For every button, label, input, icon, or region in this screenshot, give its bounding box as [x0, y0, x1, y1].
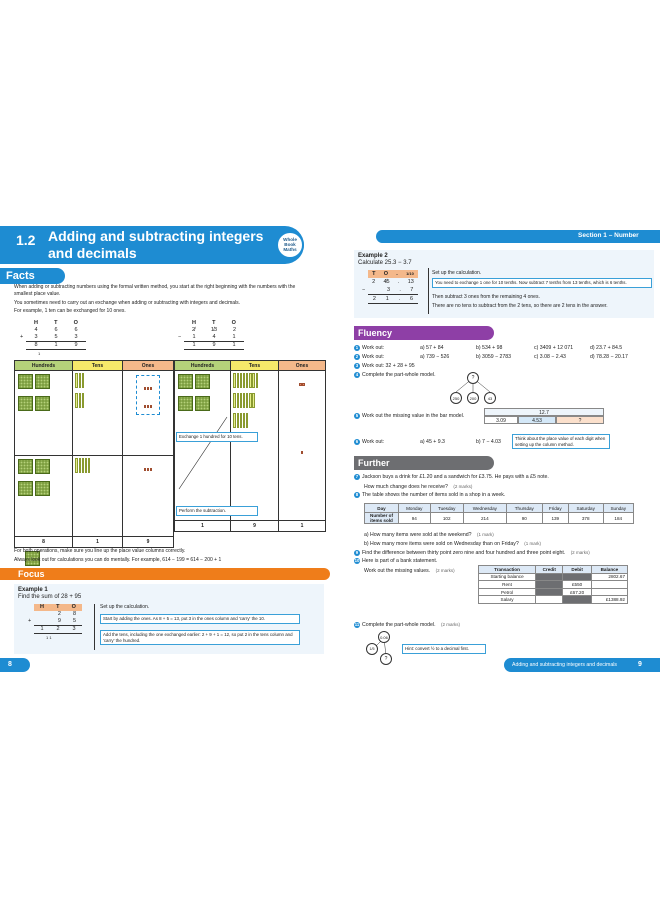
digit: [40, 611, 46, 618]
col-o: O: [73, 320, 78, 326]
day-cell: Monday: [399, 504, 431, 513]
q8-number: 8: [355, 491, 359, 497]
digit: 3: [34, 334, 38, 340]
question-6: [354, 438, 384, 447]
digit: [373, 286, 378, 294]
fluency-heading: Fluency: [358, 328, 393, 338]
q10-number: 10: [354, 557, 360, 563]
col-o: O: [71, 604, 76, 610]
digit: 2: [56, 626, 60, 632]
col-t: T: [54, 320, 58, 326]
addition-blocks-table: [14, 360, 174, 548]
bar-model-cell: 3.09: [484, 416, 518, 424]
digit: 4: [212, 334, 216, 340]
q9-number: 9: [355, 549, 359, 555]
digit: 7: [410, 287, 414, 293]
digit: 1: [192, 342, 196, 348]
day-cell: Friday: [542, 504, 568, 513]
q8b-text: b) How many more items were sold on Wednesday than on Friday?: [364, 541, 519, 547]
q11-marks: (2 marks): [440, 622, 460, 627]
q8a-marks: (1 mark): [477, 532, 494, 537]
q10-marks: (2 marks): [435, 568, 455, 573]
q6b: b) 7 − 4.03: [476, 439, 501, 445]
footer-title: Adding and subtracting integers and decimals: [512, 662, 617, 668]
bank-cell: Rent: [479, 581, 536, 589]
bank-cell: Petrol: [479, 588, 536, 596]
left-page: [8, 220, 331, 680]
digit: 1: [54, 342, 58, 348]
q11-part: ?: [380, 653, 392, 665]
q11-part-fraction: 1/5: [366, 643, 378, 655]
header-ones: Ones: [279, 361, 326, 371]
focus-bar: [0, 568, 330, 580]
part-whole-part: 200: [467, 392, 479, 404]
digit: 3: [72, 626, 76, 632]
sold-cell: 214: [463, 513, 506, 524]
digit: 4̸5: [383, 279, 390, 285]
example-1-note-1: Start by adding the ones. As 8 + 5 = 13, put 3 in the ones column and 'carry' the 10.: [100, 614, 300, 624]
q3-number: 3: [355, 362, 359, 368]
q6-number: 6: [355, 438, 359, 444]
focus-heading: Focus: [18, 569, 45, 579]
bar-model-cell: 4.53: [518, 416, 556, 424]
digit: 6: [74, 327, 78, 333]
q10-text-line-2: Work out the missing values.: [364, 568, 431, 574]
day-cell: Saturday: [568, 504, 603, 513]
part-whole-whole: ?: [467, 372, 479, 384]
minus-sign: −: [178, 334, 182, 340]
example-2-box: [354, 250, 654, 318]
question-3: [354, 362, 415, 371]
q4-text: Complete the part-whole model.: [362, 372, 436, 378]
digit: 9: [57, 618, 61, 624]
q5-number: 5: [355, 412, 359, 418]
question-5: [354, 412, 464, 421]
bank-head: Credit: [536, 566, 563, 574]
bank-cell: 2802.67: [591, 573, 627, 581]
example-2-title: Example 2: [358, 253, 388, 259]
q7-number: 7: [355, 473, 359, 479]
page-title: Adding and subtracting integers and decimals: [48, 228, 264, 261]
brand-badge: [276, 231, 304, 259]
facts-paragraph-1: When adding or subtracting numbers using the formal written method, you start at the right beginning with the numbers with the smallest place value.: [14, 284, 296, 297]
example-2-step-3: There are no tens to subtract from the 2 tens, so there are 2 tens in the answer.: [432, 303, 608, 309]
bank-cell: [536, 596, 563, 604]
digit: 5: [72, 618, 76, 624]
sold-cell: 90: [506, 513, 542, 524]
note-perform: Perform the subtraction.: [176, 506, 258, 516]
col-o: O: [383, 271, 389, 277]
digit: 1̸3: [210, 327, 218, 333]
question-10: [354, 557, 437, 566]
day-cell: Sunday: [603, 504, 634, 513]
part-whole-part: 43: [484, 392, 496, 404]
q9-marks: (2 marks): [570, 550, 590, 555]
q11-whole: 0.06: [378, 631, 390, 643]
sold-header: Number of items sold: [365, 513, 399, 524]
digit: 6: [410, 296, 414, 302]
digit: 4: [34, 327, 38, 333]
digit: 1: [232, 342, 236, 348]
q6-text: Work out:: [362, 439, 385, 445]
col-t: T: [372, 271, 376, 277]
question-2: [354, 353, 384, 362]
left-footer-bar: [0, 658, 30, 672]
q2-text: Work out:: [362, 354, 385, 360]
q5-text: Work out the missing value in the bar model.: [362, 413, 465, 419]
sold-cell: 139: [542, 513, 568, 524]
minus-sign: −: [362, 287, 366, 293]
example-2-step-1: Set up the calculation.: [432, 270, 482, 276]
sold-cell: 378: [568, 513, 603, 524]
bank-cell: £67.20: [563, 588, 591, 596]
bank-cell-shaded: [563, 573, 591, 581]
part-whole-part: 250: [450, 392, 462, 404]
bank-cell: Salary: [479, 596, 536, 604]
q6-hint: Think about the place value of each digit when setting up the column method.: [512, 434, 610, 449]
digit: 2: [57, 611, 61, 617]
question-1: [354, 344, 384, 353]
digit: 1: [385, 296, 389, 302]
digit: .: [398, 296, 401, 302]
facts-paragraph-3: For example, 1 ten can be exchanged for 10 ones.: [14, 308, 126, 314]
q3-text: Work out: 32 + 28 + 95: [362, 363, 415, 369]
example-1-step-1: Set up the calculation.: [100, 604, 150, 610]
question-11: [354, 620, 460, 630]
header-hundreds: Hundreds: [175, 361, 231, 371]
digit: 9: [74, 342, 78, 348]
carry-digit: 1: [38, 351, 41, 356]
q2b: b) 3059 − 2783: [476, 354, 512, 360]
sold-cell: 102: [430, 513, 463, 524]
q11-number: 11: [354, 621, 360, 627]
addition-calc: [20, 320, 86, 357]
digit: 1: [40, 626, 44, 632]
items-sold-table: [364, 503, 634, 524]
digit: .: [399, 287, 401, 293]
brand-badge-text: Whole Book Maths: [283, 237, 297, 252]
bar-model-cell: ?: [556, 416, 604, 424]
example-1-title: Example 1: [18, 587, 48, 593]
header-tens: Tens: [231, 361, 279, 371]
example-2-calc: [362, 270, 418, 304]
digit: 2: [372, 279, 376, 285]
section-title: Section 1 – Number: [578, 232, 639, 239]
bank-cell-shaded: [536, 581, 563, 589]
q7-text-line-2: How much change does he receive?: [364, 484, 448, 490]
day-cell: Wednesday: [463, 504, 506, 513]
bank-cell-shaded: [536, 573, 563, 581]
digit: [40, 618, 46, 625]
q8-text: The table shows the number of items sold in a shop in a week.: [362, 492, 506, 498]
bank-head: Transaction: [479, 566, 536, 574]
example-2-divider: [428, 268, 429, 314]
digit: 2̸: [191, 327, 196, 333]
digit: 1: [192, 334, 196, 340]
q4-number: 4: [355, 371, 359, 377]
bank-cell: £550: [563, 581, 591, 589]
digit: 2: [232, 327, 237, 333]
digit: 3: [74, 334, 78, 340]
q1b: b) 534 + 98: [476, 345, 503, 351]
q1a: a) 57 + 84: [420, 345, 444, 351]
example-1-note-2: Add the tens, including the one exchanged earlier: 2 + 9 + 1 = 12, so put 2 in the tens column and 'carry' the hundred.: [100, 630, 300, 645]
col-t: T: [56, 604, 60, 610]
right-page: [336, 220, 654, 680]
facts-paragraph-2: You sometimes need to carry out an exchange when adding or subtracting with integers and decimals.: [14, 300, 241, 306]
digit: 6: [54, 327, 58, 333]
note-exchange: Exchange 1 hundred for 10 tens.: [176, 432, 258, 442]
subtraction-calc: [178, 320, 244, 350]
facts-heading: Facts: [0, 268, 65, 284]
q1d: d) 23.7 + 84.5: [590, 345, 623, 351]
bank-cell: Starting balance: [479, 573, 536, 581]
question-8: [354, 491, 505, 500]
question-7: [354, 473, 549, 482]
day-cell: Thursday: [506, 504, 542, 513]
page-number-right: 9: [638, 661, 642, 668]
col-h: H: [192, 320, 197, 326]
q7-marks: (2 marks): [453, 484, 473, 489]
q7-text: Jackson buys a drink for £1.20 and a sandwich for £3.75. He pays with a £5 note.: [362, 474, 549, 480]
plus-sign: +: [20, 334, 24, 340]
header-tens: Tens: [73, 361, 123, 371]
exchange-arrow: [175, 371, 231, 521]
digit: 5: [54, 334, 58, 340]
q2-number: 2: [355, 353, 359, 359]
header-ones: Ones: [123, 361, 174, 371]
result-tens: 9: [231, 521, 279, 532]
para-both-operations: For both operations, make sure you line up the place value columns correctly.: [14, 548, 186, 554]
digit: 8: [34, 342, 38, 348]
digit: 3: [386, 287, 391, 293]
q8a-text: a) How many items were sold at the weekend?: [364, 532, 472, 538]
col-h: H: [34, 320, 39, 326]
col-tenths: 1/10: [406, 271, 414, 276]
day-cell: Tuesday: [430, 504, 463, 513]
q1-text: Work out:: [362, 345, 385, 351]
q10-text-2: [364, 566, 455, 576]
bank-cell: [591, 581, 627, 589]
example-2-step-2: Then subtract 3 ones from the remaining 4 ones.: [432, 294, 540, 300]
col-h: H: [40, 604, 45, 610]
q2d: d) 78.28 − 20.17: [590, 354, 628, 360]
bar-model-total: 12.7: [484, 408, 604, 416]
further-heading: Further: [358, 458, 390, 468]
bank-cell-shaded: [563, 596, 591, 604]
q11-text: Complete the part-whole model.: [362, 622, 436, 628]
example-1-box: [14, 584, 324, 654]
q8b-marks: (1 mark): [524, 541, 541, 546]
digit: .: [397, 279, 400, 285]
q11-hint: Hint: convert ½ to a decimal first.: [402, 644, 486, 654]
bank-cell-shaded: [536, 588, 563, 596]
result-ones: 9: [123, 536, 174, 547]
bank-statement-table: [478, 565, 628, 604]
example-1-question: Find the sum of 28 + 95: [18, 594, 82, 600]
result-hundreds: 1: [175, 521, 231, 532]
col-point: .: [396, 271, 398, 277]
sold-cell: 94: [399, 513, 431, 524]
result-tens: 1: [73, 536, 123, 547]
result-ones: 1: [279, 521, 326, 532]
bank-cell: £1388.92: [591, 596, 627, 604]
example-1-calc: [28, 604, 82, 641]
header-hundreds: Hundreds: [15, 361, 73, 371]
q1c: c) 3409 + 12 071: [534, 345, 574, 351]
digit: 2: [372, 296, 376, 302]
q2c: c) 3.08 − 2.43: [534, 354, 566, 360]
q1-number: 1: [355, 344, 359, 350]
question-4: [354, 371, 436, 380]
q9-text: Find the difference between thirty point zero nine and four hundred and three point eight.: [362, 550, 566, 556]
carry-digits: 1 1: [46, 635, 52, 640]
sold-cell: 184: [603, 513, 634, 524]
day-header: Day: [365, 504, 399, 513]
q10-text: Here is part of a bank statement.: [362, 558, 438, 564]
plus-sign: +: [28, 618, 32, 624]
digit: 1: [232, 334, 236, 340]
bank-cell: [591, 588, 627, 596]
example-2-note: You need to exchange 1 one for 10 tenths. Now subtract 7 tenths from 13 tenths, which is 6 tenths.: [432, 278, 652, 288]
digit: 8: [72, 611, 76, 617]
col-o: O: [231, 320, 236, 326]
bank-head: Balance: [591, 566, 627, 574]
page-number-left: 8: [8, 661, 12, 668]
example-2-question: Calculate 25.3 − 3.7: [358, 260, 412, 266]
col-t: T: [212, 320, 216, 326]
q2a: a) 739 − 526: [420, 354, 450, 360]
para-mental: Always look out for calculations you can do mentally. For example, 614 − 199 = 614 − 200 + 1: [14, 557, 222, 563]
example-1-divider: [94, 604, 95, 650]
bank-head: Debit: [563, 566, 591, 574]
result-hundreds: 8: [15, 536, 73, 547]
q6a: a) 45 + 9.3: [420, 439, 445, 445]
digit: 9: [212, 342, 216, 348]
digit: 13: [407, 279, 414, 285]
title-number: 1.2: [16, 232, 36, 248]
